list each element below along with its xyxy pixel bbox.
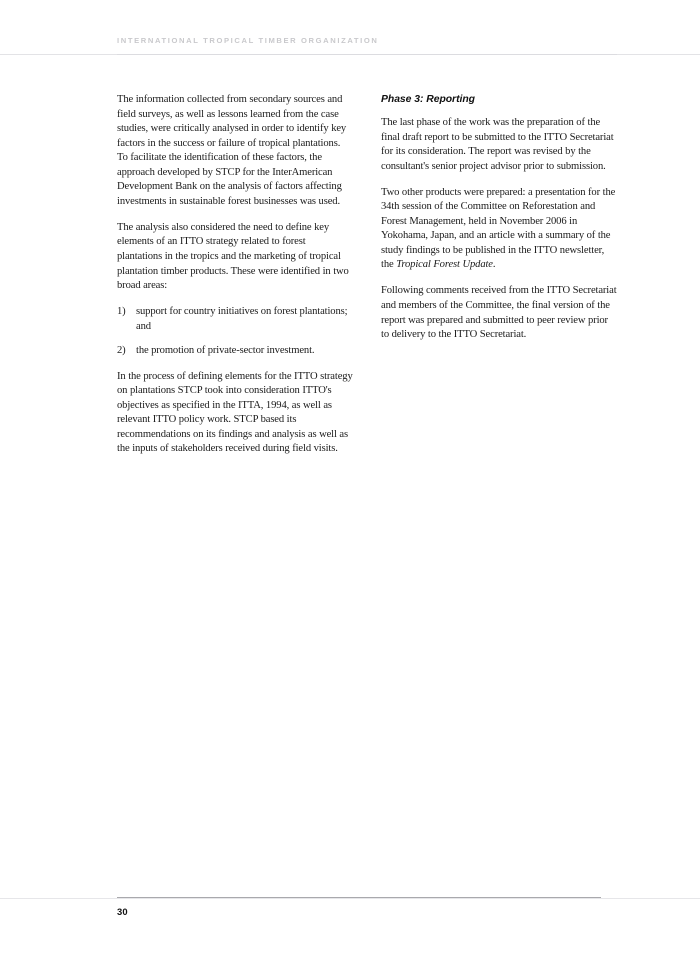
left-paragraph-2: The analysis also considered the need to define key elements of an ITTO strategy related to forest plantations in the tropics and the marketing of tropical plantation timber products. These were identified in two broad areas: [117, 221, 349, 292]
left-text-column [117, 93, 353, 457]
broad-areas-list [117, 305, 353, 358]
right-paragraph-2 [381, 186, 617, 273]
right-text-column [381, 93, 617, 343]
list-item-label: the promotion of private-sector investment. [136, 344, 315, 356]
right-paragraph-1: The last phase of the work was the preparation of the final draft report to be submitted to the ITTO Secretariat for its consideration. The report was revised by the consultant's senior project advisor prior to submission. [381, 117, 614, 172]
list-item-marker: 2) [117, 344, 126, 356]
right-paragraph-2-text-b: . [492, 259, 496, 271]
list-item [117, 344, 353, 359]
right-paragraph-3: Following comments received from the ITTO Secretariat and members of the Committee, the final version of the report was prepared and submitted to peer review prior to delivery to the ITTO Secretariat. [381, 285, 617, 341]
section-heading-phase-3: Phase 3: Reporting [381, 94, 475, 105]
list-item-marker: 1) [117, 306, 126, 318]
left-paragraph-3: In the process of defining elements for the ITTO strategy on plantations STCP took into consideration ITTO's objectives as specified in the ITTA, 1994, as well as relevant ITTO policy work. STCP based its recommendations on its findings and analysis as well as the inputs of stakeholders received during field visits. [117, 370, 353, 455]
right-paragraph-2-text-a: Two other products were prepared: a presentation for the 34th session of the Committee on Reforestation and Forest Management, held in November 2006 in Yokohama, Japan, and an article with a summary of the study findings to be published in the ITTO newsletter, the [381, 186, 616, 271]
running-head: INTERNATIONAL TROPICAL TIMBER ORGANIZATION [117, 36, 379, 45]
publication-title: Tropical Forest Update [396, 259, 493, 271]
header-divider-accent [117, 54, 617, 55]
list-item-label: support for country initiatives on forest plantations; and [136, 306, 348, 332]
page-number: 30 [117, 906, 128, 917]
footer-divider-accent [117, 897, 601, 898]
footer-divider [0, 898, 700, 899]
left-paragraph-1: The information collected from secondary sources and field surveys, as well as lessons learned from the case studies, were critically analysed in order to identify key factors in the success or failure of tropical plantations. To facilitate the identification of these factors, the approach developed by STCP for the InterAmerican Development Bank on the analysis of factors affecting investments in sustainable forest businesses was used. [117, 94, 347, 207]
list-item [117, 305, 353, 334]
